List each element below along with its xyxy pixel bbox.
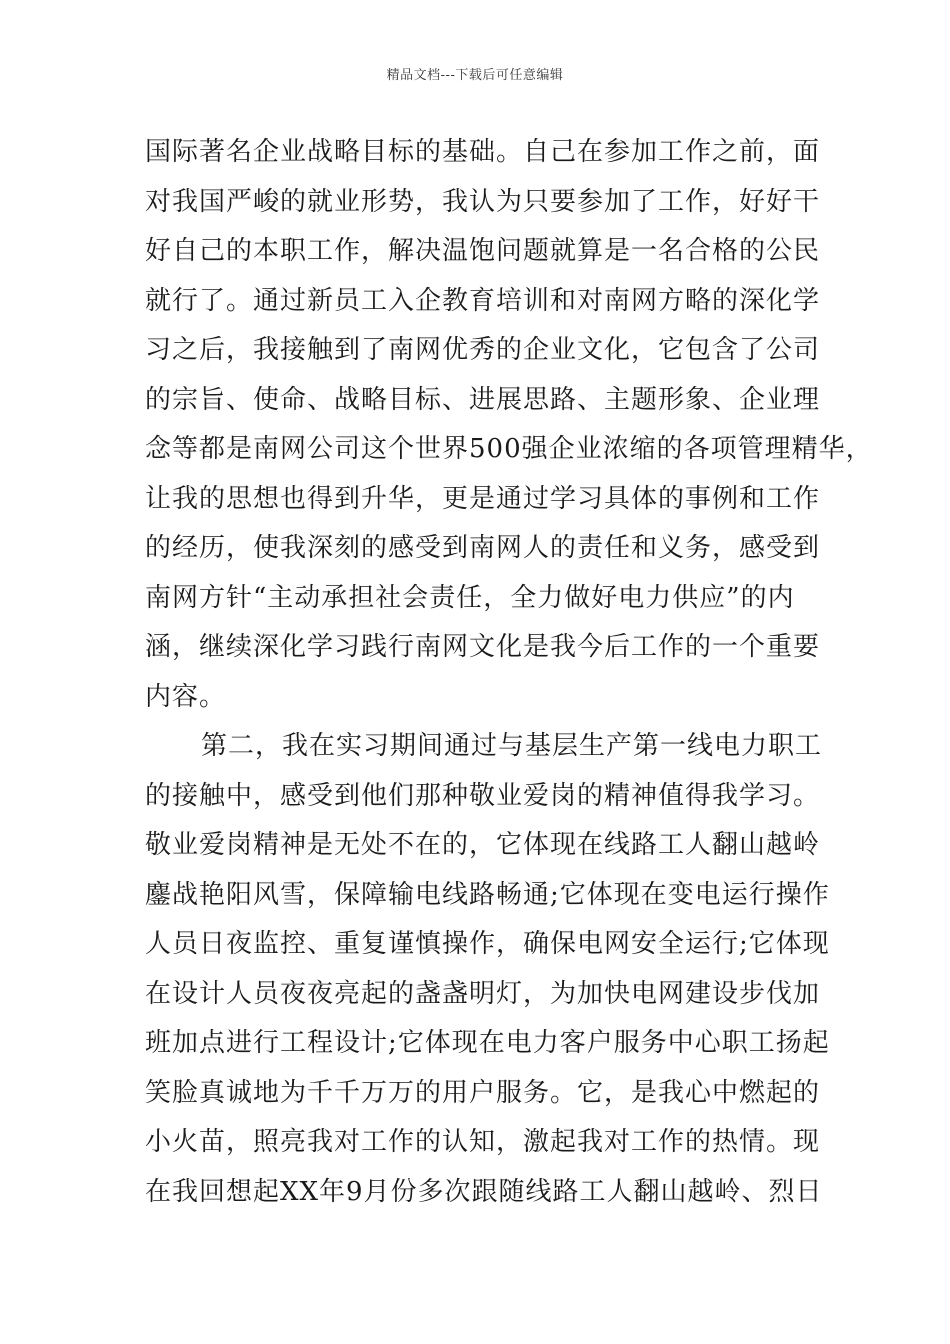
- text-line: 的宗旨、使命、战略目标、进展思路、主题形象、企业理: [145, 384, 821, 415]
- page-header: 精品文档---下载后可任意编辑: [386, 68, 564, 83]
- text-line: 班加点进行工程设计;它体现在电力客户服务中心职工扬起: [145, 1028, 830, 1058]
- text-line: 在我回想起XX年9月份多次跟随线路工人翻山越岭、烈日: [145, 1176, 823, 1207]
- text-line: 念等都是南网公司这个世界500强企业浓缩的各项管理精华，: [145, 434, 873, 464]
- text-line: 对我国严峻的就业形势，我认为只要参加了工作，好好干: [145, 186, 821, 217]
- text-line: 的经历，使我深刻的感受到南网人的责任和义务，感受到: [145, 533, 821, 563]
- text-line: 笑脸真诚地为千千万万的用户服务。它，是我心中燃起的: [145, 1077, 821, 1108]
- text-line: 南网方针“主动承担社会责任，全力做好电力供应”的内: [145, 582, 795, 613]
- document-body: [145, 128, 873, 1217]
- text-line: 涵，继续深化学习践行南网文化是我今后工作的一个重要: [145, 632, 821, 662]
- text-line: 鏖战艳阳风雪，保障输电线路畅通;它体现在变电运行操作: [145, 879, 830, 910]
- text-line: 人员日夜监控、重复谨慎操作，确保电网安全运行;它体现: [145, 929, 830, 959]
- text-line: 内容。: [145, 681, 227, 712]
- text-line: 小火苗，照亮我对工作的认知，激起我对工作的热情。现: [145, 1127, 821, 1157]
- text-line: 习之后，我接触到了南网优秀的企业文化，它包含了公司: [145, 335, 821, 365]
- text-line: 在设计人员夜夜亮起的盏盏明灯，为加快电网建设步伐加: [145, 978, 821, 1009]
- text-line: 国际著名企业战略目标的基础。自己在参加工作之前，面: [145, 137, 821, 167]
- text-line: 让我的思想也得到升华，更是通过学习具体的事例和工作: [145, 483, 821, 514]
- text-line: 的接触中，感受到他们那种敬业爱岗的精神值得我学习。: [145, 780, 821, 811]
- text-line: 好自己的本职工作，解决温饱问题就算是一名合格的公民: [145, 236, 821, 266]
- paragraph-start-line: 第二，我在实习期间通过与基层生产第一线电力职工: [201, 731, 823, 761]
- text-line: 就行了。通过新员工入企教育培训和对南网方略的深化学: [145, 285, 821, 316]
- text-line: 敬业爱岗精神是无处不在的，它体现在线路工人翻山越岭: [145, 830, 821, 860]
